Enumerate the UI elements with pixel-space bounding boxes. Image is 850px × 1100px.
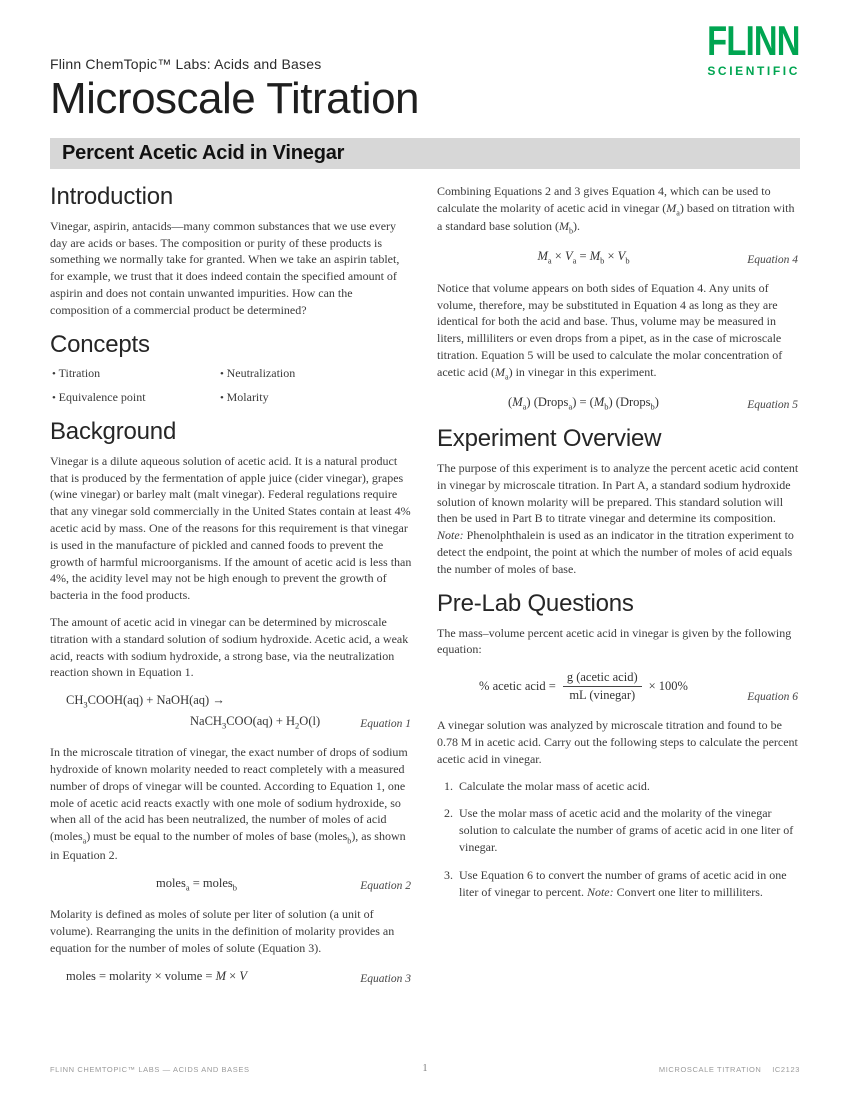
- equation-6-prefix: % acetic acid =: [479, 679, 556, 694]
- prelab-step: 2. Use the molar mass of acetic acid and the molarity of the vinegar solution to calculate the number of grams of acetic acid in one liter of vinegar.: [456, 805, 800, 855]
- subtitle-banner: [50, 138, 800, 169]
- equation-2-body: moles$_a$ = moles$_b$: [155, 875, 238, 893]
- equation-6-denominator: mL (vinegar): [563, 686, 642, 703]
- equation-5-label: Equation 5: [747, 399, 798, 412]
- background-paragraph-4: Molarity is defined as moles of solute per liter of solution (a unit of volume). Rearranging the units in the definition of molarity provides an equation for the number of moles of solute (Equation 3).: [50, 907, 395, 955]
- logo-subtitle: SCIENTIFIC: [707, 64, 800, 78]
- equation-6-label: Equation 6: [747, 691, 798, 704]
- concept-item: • Neutralization: [220, 366, 413, 382]
- equation-1-line-2: NaCH$_3$COO(aq) + $H_2O(l)$: [190, 713, 321, 731]
- equation-6-fraction: [563, 670, 642, 703]
- logo-wordmark: FLINN: [707, 17, 800, 64]
- equation-6: [437, 670, 800, 703]
- background-paragraph-2: The amount of acetic acid in vinegar can be determined by microscale titration with a standard solution of sodium hydroxide. Acetic acid, a weak acid, reacts with sodium hydroxide, a strong base, via the neutralization reaction shown in Equation 1.: [50, 615, 409, 680]
- footer-doc-title: MICROSCALE TITRATION: [658, 1065, 762, 1074]
- equation-5: [437, 395, 800, 412]
- equation-2: [50, 876, 413, 893]
- footer-series: FLINN CHEMTOPIC™ LABS — ACIDS AND BASES: [50, 1065, 250, 1074]
- equation-6-suffix: × 100%: [648, 679, 688, 694]
- volume-units-paragraph: Notice that volume appears on both sides of Equation 4. Any units of volume, therefore, may be substituted in Equation 4 as long as they are identical for both the acid and base. Thus, volume may be measured in liters, milliliters or even drops from a pipet, as in the case of microscale titration. Equation 5 will be used to calculate the molar concentration of acetic acid $(M_a)$ in vinegar in this experiment.: [437, 280, 783, 382]
- concept-item: • Titration: [52, 366, 220, 382]
- combining-equations-paragraph: Combining Equations 2 and 3 gives Equation 4, which can be used to calculate the molarity of acetic acid in vinegar $(M_a)$ based on titration with a standard base solution $(M_b)$.: [437, 183, 795, 236]
- equation-4: [437, 249, 800, 266]
- right-column: [437, 183, 800, 999]
- background-paragraph-3: In the microscale titration of vinegar, the exact number of drops of sodium hydroxide of known molarity needed to react completely with a measured number of drops of vinegar will be counted. According to Equation 1, one mole of acetic acid reacts exactly with one mole of sodium hydroxide, so when all of the acid has been neutralized, the number of moles of acid (moles$_a$) must be equal to the number of moles of base (moles$_b$), as shown in Equation 2.: [50, 745, 408, 862]
- prelab-problem-paragraph: A vinegar solution was analyzed by microscale titration and found to be 0.78 M in acetic acid. Carry out the following steps to calculate the percent acetic acid in vinegar.: [437, 718, 798, 766]
- footer-page-number: 1: [422, 1063, 428, 1074]
- two-column-body: [50, 183, 800, 999]
- prelab-intro-paragraph: The mass–volume percent acetic acid in vinegar is given by the following equation:: [437, 625, 792, 657]
- heading-background: Background: [50, 417, 177, 445]
- equation-1: [50, 693, 413, 730]
- equation-6-numerator: g (acetic acid): [566, 670, 638, 685]
- page-title: Microscale Titration: [50, 74, 420, 123]
- flinn-scientific-logo: [681, 17, 800, 78]
- prelab-step: 3. Use Equation 6 to convert the number of grams of acetic acid in one liter of vinegar to percent. Note: Convert one liter to milliliters.: [456, 867, 800, 901]
- equation-6-body: [479, 670, 688, 703]
- series-title: Flinn ChemTopic™ Labs: Acids and Bases: [50, 56, 322, 72]
- equation-3: [50, 969, 413, 985]
- equation-1-line-1: $CH_3COOH(aq)$ + NaOH(aq) →: [66, 693, 225, 710]
- footer-doc-code: IC2123: [772, 1065, 800, 1074]
- page-header: [0, 0, 850, 122]
- concept-item: • Molarity: [220, 390, 413, 406]
- concept-item: • Equivalence point: [52, 390, 220, 406]
- page-footer: [50, 1065, 800, 1074]
- left-column: [50, 183, 413, 999]
- equation-4-body: $M_a \times V_a = M_b \times V_b$: [537, 249, 630, 266]
- introduction-paragraph: Vinegar, aspirin, antacids—many common substances that we use every day are acids or bases. The composition or purity of these products is something we normally take for granted. When we take an aspirin tablet, for example, we trust that it does indeed contain the specified amount of aspirin and does not contain unwanted impurities. How can the composition of a commercial product be determined?: [50, 218, 400, 317]
- equation-4-label: Equation 4: [747, 253, 798, 266]
- subtitle-banner-text: Percent Acetic Acid in Vinegar: [62, 141, 345, 164]
- concepts-list: [52, 366, 413, 406]
- heading-introduction: Introduction: [50, 182, 174, 210]
- equation-2-label: Equation 2: [360, 880, 411, 893]
- heading-experiment-overview: Experiment Overview: [437, 425, 662, 453]
- equation-3-label: Equation 3: [360, 972, 411, 985]
- equation-3-body: moles = molarity × volume = M × V: [66, 968, 247, 983]
- heading-concepts: Concepts: [50, 330, 150, 358]
- experiment-overview-paragraph: The purpose of this experiment is to analyze the percent acetic acid content in vinegar by microscale titration. In Part A, a standard sodium hydroxide solution of known molarity will be prepared. This standard solution will then be used in Part B to titrate vinegar and determine its composition. Note: Phenolphthalein is used as an indicator in the titration experiment to detect the endpoint, the point at which the number of moles of acid equals the number of moles of base.: [437, 461, 799, 576]
- heading-prelab-questions: Pre-Lab Questions: [437, 589, 634, 617]
- background-paragraph-1: Vinegar is a dilute aqueous solution of acetic acid. It is a natural product that is produced by the fermentation of apple juice (cider vinegar), grapes (wine vinegar) or barley malt (malt vinegar). Federal regulations require that any vinegar sold commercially in the United States contain at least 4% acetic acid by mass. One of the reasons for this requirement is that vinegar is used in the manufacture of pickled and canned foods to prevent the growth of harmful microorganisms. If the amount of acetic acid is less than 4%, the acidity level may not be high enough to prevent the growth of bacteria in the food products.: [50, 453, 412, 603]
- prelab-steps-list: [441, 778, 800, 901]
- prelab-step: 1. Calculate the molar mass of acetic acid.: [456, 778, 800, 795]
- equation-1-label: Equation 1: [360, 718, 411, 731]
- equation-5-body: $(M_a)$ (Drops$_a$) = $(M_b)$ (Drops$_b$): [508, 394, 659, 412]
